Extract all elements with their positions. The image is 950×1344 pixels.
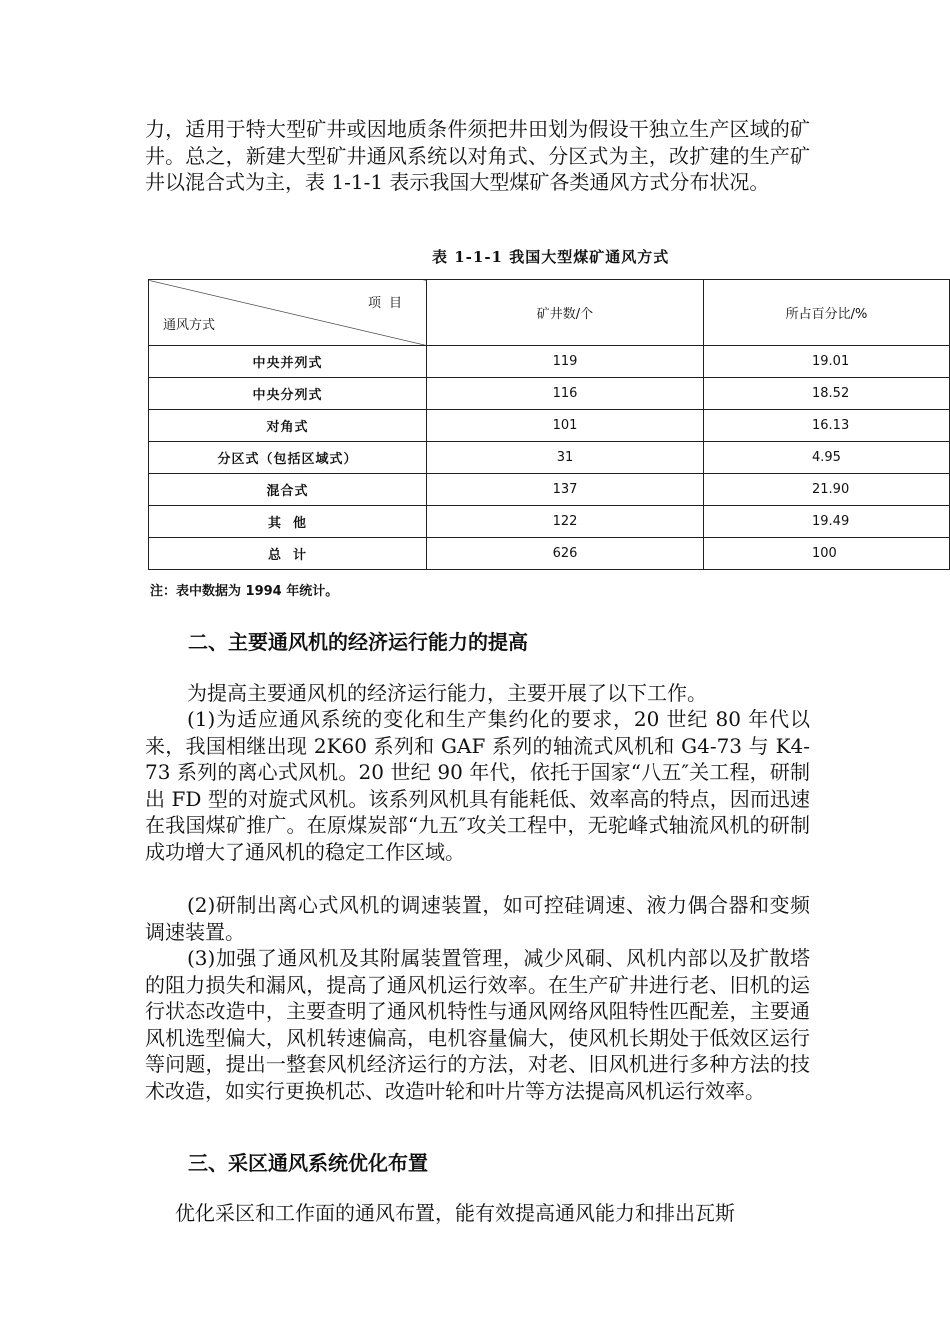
table-header-row (149, 280, 950, 346)
table-row (149, 506, 950, 538)
header-percentage: 所占百分比/% (704, 280, 950, 346)
row-count: 122 (427, 506, 704, 538)
row-name: 分区式（包括区域式） (149, 442, 427, 474)
section-3-heading: 三、采区通风系统优化布置 (188, 1151, 428, 1175)
row-count: 626 (427, 538, 704, 570)
row-percent: 19.01 (704, 346, 950, 378)
section-2-intro: 为提高主要通风机的经济运行能力，主要开展了以下工作。 (187, 681, 707, 705)
section-2-heading: 二、主要通风机的经济运行能力的提高 (188, 630, 528, 654)
row-name: 总 计 (149, 538, 427, 570)
row-name: 混合式 (149, 474, 427, 506)
table-row (149, 474, 950, 506)
row-percent: 21.90 (704, 474, 950, 506)
table-total-row (149, 538, 950, 570)
row-name: 中央分列式 (149, 378, 427, 410)
table-row (149, 410, 950, 442)
diagonal-header-cell (149, 280, 427, 346)
table-row (149, 378, 950, 410)
row-percent: 19.49 (704, 506, 950, 538)
section-3-paragraph: 优化采区和工作面的通风布置，能有效提高通风能力和排出瓦斯 (175, 1201, 735, 1225)
row-count: 116 (427, 378, 704, 410)
header-mine-count: 矿井数/个 (427, 280, 704, 346)
header-ventilation-method-label: 通风方式 (163, 318, 216, 333)
table-row (149, 346, 950, 378)
table-title: 表 1-1-1 我国大型煤矿通风方式 (432, 248, 670, 266)
row-name: 其 他 (149, 506, 427, 538)
row-count: 101 (427, 410, 704, 442)
row-name: 中央并列式 (149, 346, 427, 378)
intro-paragraph: 力，适用于特大型矿井或因地质条件须把井田划为假设干独立生产区域的矿井。总之，新建大型矿井通风系统以对角式、分区式为主，改扩建的生产矿井以混合式为主，表 1-1-1 表示我国大型煤矿各类通风方式分布状况。 (145, 117, 810, 194)
table-note: 注：表中数据为 1994 年统计。 (150, 584, 339, 599)
row-count: 137 (427, 474, 704, 506)
section-2-item-3: (3)加强了通风机及其附属装置管理，减少风硐、风机内部以及扩散塔的阻力损失和漏风，提高了通风机运行效率。在生产矿井进行老、旧机的运行状态改造中，主要查明了通风机特性与通风网络风阻特性匹配差，主要通风机选型偏大，风机转速偏高，电机容量偏大，使风机长期处于低效区运行等问题，提出一整套风机经济运行的方法，对老、旧风机进行多种方法的技术改造，如实行更换机芯、改造叶轮和叶片等方法提高风机运行效率。 (145, 946, 810, 1103)
row-name: 对角式 (149, 410, 427, 442)
row-percent: 16.13 (704, 410, 950, 442)
row-count: 31 (427, 442, 704, 474)
table-row (149, 442, 950, 474)
row-percent: 18.52 (704, 378, 950, 410)
header-item-label: 项目 (367, 296, 410, 311)
ventilation-table (148, 279, 950, 570)
section-2-item-2: (2)研制出离心式风机的调速装置，如可控硅调速、液力偶合器和变频调速装置。 (145, 893, 810, 944)
row-count: 119 (427, 346, 704, 378)
row-percent: 100 (704, 538, 950, 570)
section-2-item-1: (1)为适应通风系统的变化和生产集约化的要求，20 世纪 80 年代以来，我国相继出现 2K60 系列和 GAF 系列的轴流式风机和 G4-73 与 K4-73 系列的离心式风机。20 世纪 90 年代，依托于国家“八五″关工程，研制出 FD 型的对旋式风机。该系列风机具有能耗低、效率高的特点，因而迅速在我国煤矿推广。在原煤炭部“九五″攻关工程中，无驼峰式轴流风机的研制成功增大了通风机的稳定工作区域。 (145, 707, 810, 864)
row-percent: 4.95 (704, 442, 950, 474)
